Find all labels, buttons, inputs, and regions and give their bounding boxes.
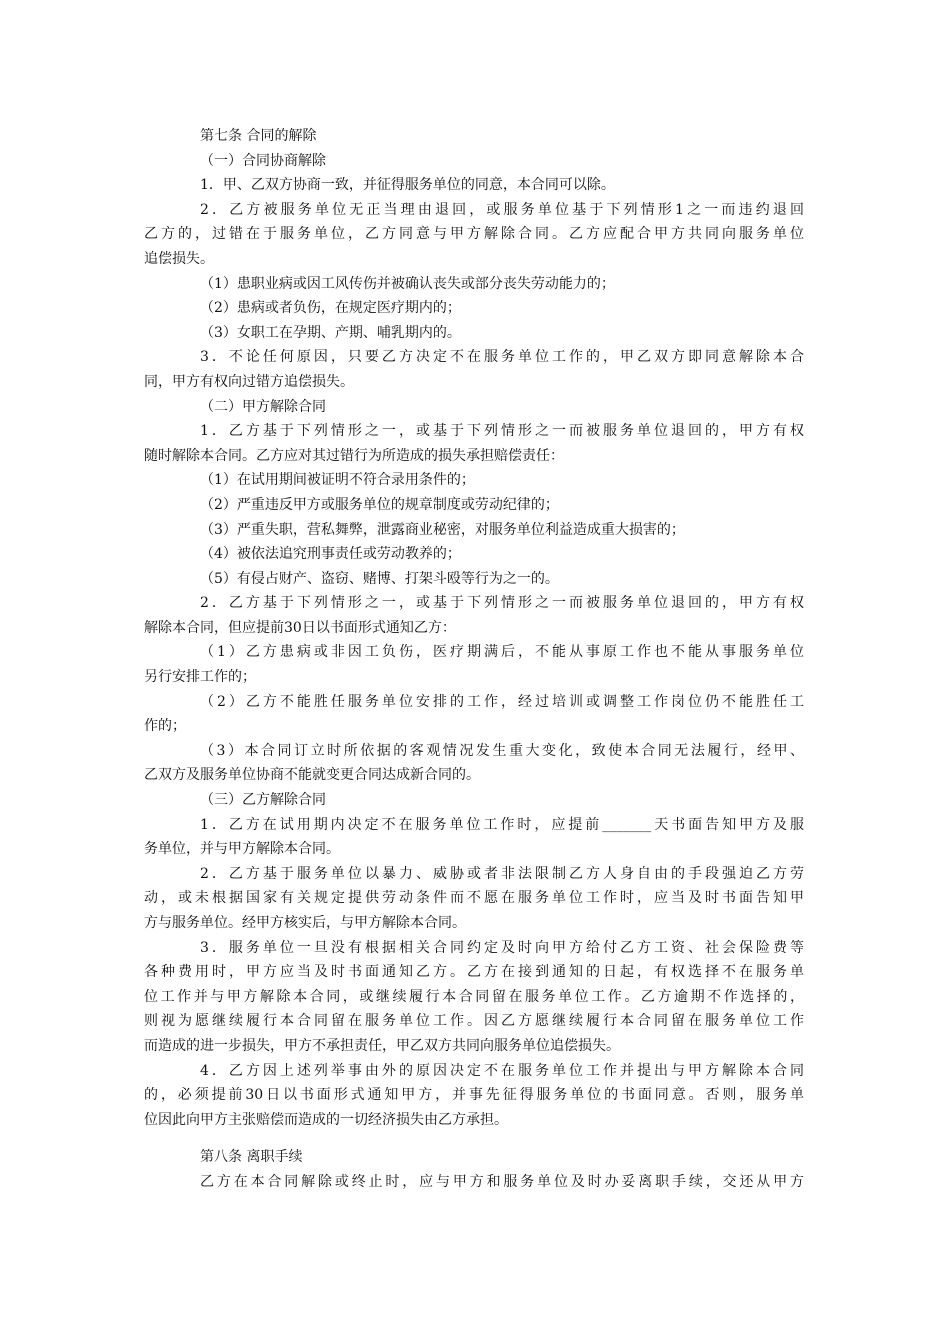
text-line: 方与服务单位。经甲方核实后，与甲方解除本合同。 [144,915,466,931]
text-line: 各种费用时，甲方应当及时书面通知乙方。乙方在接到通知的日起，有权选择不在服务单 [144,964,804,981]
text-line: 1．甲、乙双方协商一致，并征得服务单位的同意，本合同可以除。 [200,177,615,194]
text-line: 则视为愿继续履行本合同留在服务单位工作。因乙方愿继续履行本合同留在服务单位工作 [144,1013,804,1030]
text-line: （一）合同协商解除 [200,152,326,169]
text-line: 2．乙方基于服务单位以暴力、威胁或者非法限制乙方人身自由的手段强迫乙方劳 [200,865,804,882]
text-line: （三）乙方解除合同 [200,792,326,809]
text-line: （二）甲方解除合同 [200,398,326,415]
text-line: （4）被依法追究刑事责任或劳动教养的； [200,546,461,563]
text-line: （3）严重失职，营私舞弊，泄露商业秘密，对服务单位利益造成重大损害的； [200,521,685,538]
text-line: 乙方的，过错在于服务单位，乙方同意与甲方解除合同。乙方应配合甲方共同向服务单位 [144,226,804,243]
text-line: （2）患病或者负伤，在规定医疗期内的； [200,300,461,317]
text-line: 第七条 合同的解除 [200,128,317,144]
text-line: 1．乙方基于下列情形之一，或基于下列情形之一而被服务单位退回的，甲方有权 [200,423,804,440]
text-line: （3）本合同订立时所依据的客观情况发生重大变化，致使本合同无法履行，经甲、 [200,742,804,759]
text-line: （2）严重违反甲方或服务单位的规章制度或劳动纪律的； [200,496,559,513]
text-line: 第八条 离职手续 [200,1149,303,1166]
text-line: 3．服务单位一旦没有根据相关合同约定及时向甲方给付乙方工资、社会保险费等 [200,939,804,956]
text-line: （3）女职工在孕期、产期、哺乳期内的。 [200,324,461,341]
text-line: 位因此向甲方主张赔偿而造成的一切经济损失由乙方承担。 [144,1111,508,1128]
text-line: 位工作并与甲方解除本合同，或继续履行本合同留在服务单位工作。乙方逾期不作选择的， [144,988,804,1005]
text-line: 另行安排工作的； [144,669,256,686]
text-line: 2．乙方被服务单位无正当理由退回，或服务单位基于下列情形1之一而违约退回 [200,201,804,218]
text-line: 解除本合同，但应提前30日以书面形式通知乙方： [144,619,456,636]
text-line: （5）有侵占财产、盗窃、赌博、打架斗殴等行为之一的。 [200,570,559,587]
text-line: 同，甲方有权向过错方追偿损失。 [144,373,354,390]
text-line: 动，或未根据国家有关规定提供劳动条件而不愿在服务单位工作时，应当及时书面告知甲 [144,890,804,907]
text-line: 乙双方及服务单位协商不能就变更合同达成新合同的。 [144,767,480,784]
text-line: 2．乙方基于下列情形之一，或基于下列情形之一而被服务单位退回的，甲方有权 [200,595,804,612]
text-line: 务单位，并与甲方解除本合同。 [144,841,340,858]
text-line: 作的； [144,718,186,735]
text-line: （2）乙方不能胜任服务单位安排的工作，经过培训或调整工作岗位仍不能胜任工 [200,693,804,710]
text-line: 1．乙方在试用期内决定不在服务单位工作时，应提前_______天书面告知甲方及服 [200,816,804,833]
text-line: 4．乙方因上述列举事由外的原因决定不在服务单位工作并提出与甲方解除本合同 [200,1062,804,1079]
section-gap [144,1132,804,1145]
text-line: （1）乙方患病或非因工负伤，医疗期满后，不能从事原工作也不能从事服务单位 [200,644,804,661]
text-line: 的，必须提前30日以书面形式通知甲方，并事先征得服务单位的书面同意。否则，服务单 [144,1087,804,1104]
text-line: （1）在试用期间被证明不符合录用条件的； [200,472,475,489]
text-line: 3．不论任何原因，只要乙方决定不在服务单位工作的，甲乙双方即同意解除本合 [200,349,804,366]
text-line: 追偿损失。 [144,250,214,267]
text-line: 而造成的进一步损失，甲方不承担责任，甲乙双方共同向服务单位追偿损失。 [144,1037,620,1054]
text-line: （1）患职业病或因工风传伤并被确认丧失或部分丧失劳动能力的； [200,275,615,292]
text-line: 乙方在本合同解除或终止时，应与甲方和服务单位及时办妥离职手续，交还从甲方 [200,1173,804,1190]
text-line: 随时解除本合同。乙方应对其过错行为所造成的损失承担赔偿责任： [144,447,564,464]
contract-text [144,124,804,1195]
